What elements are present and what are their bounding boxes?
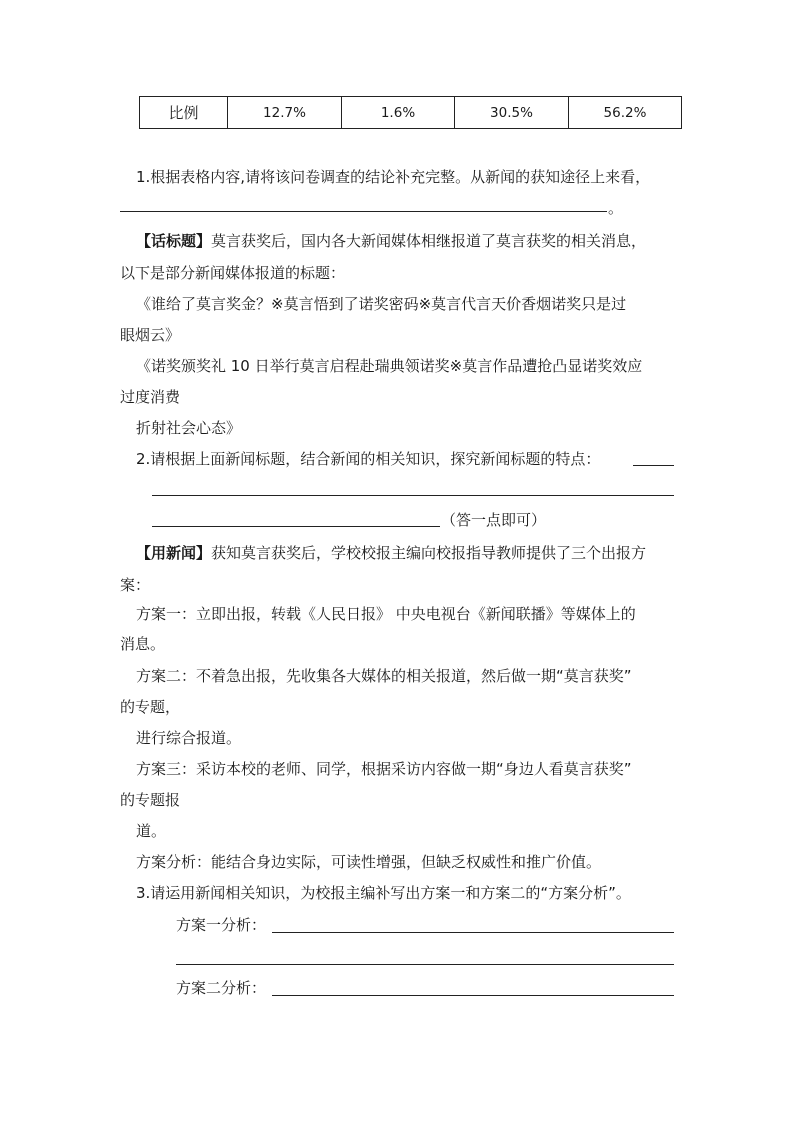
table-cell: 56.2%: [569, 97, 682, 129]
topic-text-2: 以下是部分新闻媒体报道的标题：: [120, 264, 346, 282]
answer-line-plan-1-b[interactable]: [176, 964, 674, 965]
usenews-text-1: 获知莫言获奖后，学校校报主编向校报指导教师提供了三个出报方: [211, 544, 647, 562]
plan-1-analysis-label: 方案一分析：: [176, 916, 267, 934]
answer-line-q2-short[interactable]: [152, 526, 440, 527]
answer-line-q2-inline[interactable]: [633, 465, 674, 466]
answer-line-plan-1-a[interactable]: [272, 932, 674, 933]
table-row: [140, 97, 682, 129]
answer-line-q2-full[interactable]: [152, 495, 674, 496]
question-1-end: 。: [608, 199, 624, 217]
ratio-table: [139, 96, 682, 129]
usenews-paragraph: [136, 543, 646, 563]
headline-group-2-line-3: 折射社会心态》: [136, 419, 242, 437]
table-row-label: 比例: [140, 97, 228, 129]
headline-group-2-line-2: 过度消费: [120, 388, 181, 406]
usenews-tag: 【用新闻】: [136, 544, 212, 562]
plan-2-line-2: 的专题，: [120, 698, 181, 716]
plan-3-line-2: 的专题报: [120, 791, 181, 809]
headline-group-2-line-1: 《诺奖颁奖礼 10 日举行莫言启程赴瑞典领诺奖※莫言作品遭抢凸显诺奖效应: [136, 357, 643, 375]
table-cell: 1.6%: [342, 97, 455, 129]
usenews-text-2: 案：: [120, 576, 151, 594]
plan-1-line-1: 方案一：立即出报，转载《人民日报》 中央电视台《新闻联播》等媒体上的: [136, 605, 636, 623]
question-2-note: （答一点即可）: [441, 511, 547, 529]
question-2-text: 2.请根据上面新闻标题，结合新闻的相关知识，探究新闻标题的特点：: [136, 450, 601, 468]
table-cell: 12.7%: [228, 97, 342, 129]
topic-text-1: 莫言获奖后，国内各大新闻媒体相继报道了莫言获奖的相关消息，: [211, 232, 647, 250]
headline-group-1-line-1: 《谁给了莫言奖金？※莫言悟到了诺奖密码※莫言代言天价香烟诺奖只是过: [136, 295, 627, 313]
table-cell: 30.5%: [455, 97, 569, 129]
plan-2-line-1: 方案二：不着急出报，先收集各大媒体的相关报道，然后做一期“莫言获奖”: [136, 667, 632, 685]
topic-tag: 【话标题】: [136, 232, 212, 250]
question-3-text: 3.请运用新闻相关知识，为校报主编补写出方案一和方案二的“方案分析”。: [136, 884, 631, 902]
answer-line-q1[interactable]: [120, 211, 607, 212]
headline-group-1-line-2: 眼烟云》: [120, 326, 181, 344]
topic-paragraph: [136, 231, 646, 251]
plan-3-line-1: 方案三：采访本校的老师、同学，根据采访内容做一期“身边人看莫言获奖”: [136, 760, 632, 778]
plan-analysis: 方案分析：能结合身边实际，可读性增强，但缺乏权威性和推广价值。: [136, 853, 602, 871]
plan-2-line-3: 进行综合报道。: [136, 729, 242, 747]
question-1-text: 1.根据表格内容,请将该问卷调查的结论补充完整。从新闻的获知途径上来看，: [136, 168, 651, 186]
plan-2-analysis-label: 方案二分析：: [176, 979, 267, 997]
plan-3-line-3: 道。: [136, 822, 167, 840]
plan-1-line-2: 消息。: [120, 635, 166, 653]
answer-line-plan-2[interactable]: [272, 995, 674, 996]
